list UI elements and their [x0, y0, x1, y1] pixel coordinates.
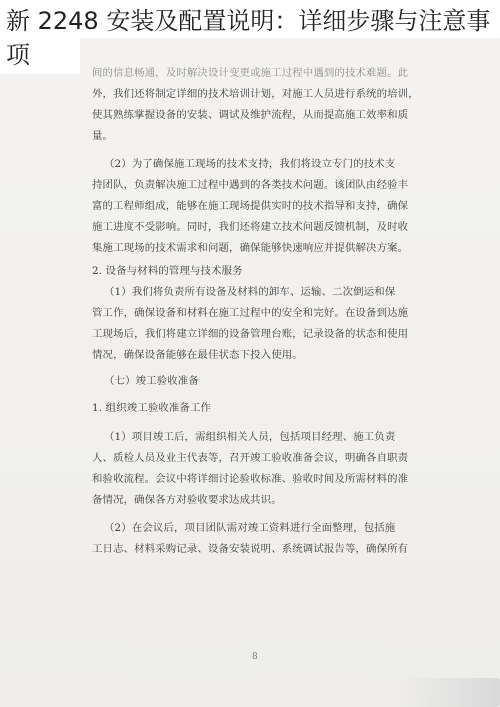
body-line: 使其熟练掌握设备的安装、调试及维护流程，从而提高施工效率和质 [92, 109, 409, 121]
body-line: 施工进度不受影响。同时，我们还将建立技术问题反馈机制，及时收 [92, 221, 409, 233]
body-line: 人、质检人员及业主代表等，召开竣工验收准备会议，明确各自职责 [92, 452, 409, 464]
section-heading: 2. 设备与材料的管理与技术服务 [92, 265, 243, 277]
body-line: 外，我们还将制定详细的技术培训计划，对施工人员进行系统的培训， [92, 88, 419, 100]
body-line: （2）在会议后，项目团队需对竣工资料进行全面整理，包括施 [104, 522, 396, 534]
subsection-heading: 1. 组织竣工验收准备工作 [92, 402, 212, 414]
watermark-logo [398, 678, 500, 707]
page-title: 新 2248 安装及配置说明：详细步骤与注意事项 [6, 7, 491, 69]
body-line: （2）为了确保施工现场的技术支持，我们将设立专门的技术支 [104, 158, 396, 170]
body-line: 工日志、材料采购记录、设备安装说明、系统调试报告等，确保所有 [92, 543, 409, 555]
body-line: 和验收流程。会议中将详细讨论验收标准、验收时间及所需材料的准 [92, 473, 409, 485]
body-line: 工现场后，我们将建立详细的设备管理台账，记录设备的状态和使用 [92, 328, 409, 340]
body-line: （1）项目竣工后，需组织相关人员，包括项目经理、施工负责 [104, 431, 396, 443]
body-line: 情况，确保设备能够在最佳状态下投入使用。 [92, 349, 303, 361]
document-body [92, 63, 428, 560]
body-line: （1）我们将负责所有设备及材料的卸车、运输、二次倒运和保 [104, 286, 396, 298]
page-number: 8 [252, 652, 258, 662]
section-heading: （七）竣工验收准备 [104, 375, 199, 387]
body-line: 间的信息畅通，及时解决设计变更或施工过程中遇到的技术难题。此 [92, 67, 409, 79]
body-line: 持团队，负责解决施工过程中遇到的各类技术问题。该团队由经验丰 [92, 179, 409, 191]
body-line: 集施工现场的技术需求和问题，确保能够快速响应并提供解决方案。 [92, 242, 409, 254]
body-line: 管工作，确保设备和材料在施工过程中的安全和完好。在设备到达施 [92, 307, 409, 319]
body-line: 富的工程师组成，能够在施工现场提供实时的技术指导和支持，确保 [92, 200, 409, 212]
body-line: 量。 [92, 130, 114, 142]
body-line: 备情况，确保各方对验收要求达成共识。 [92, 494, 282, 506]
